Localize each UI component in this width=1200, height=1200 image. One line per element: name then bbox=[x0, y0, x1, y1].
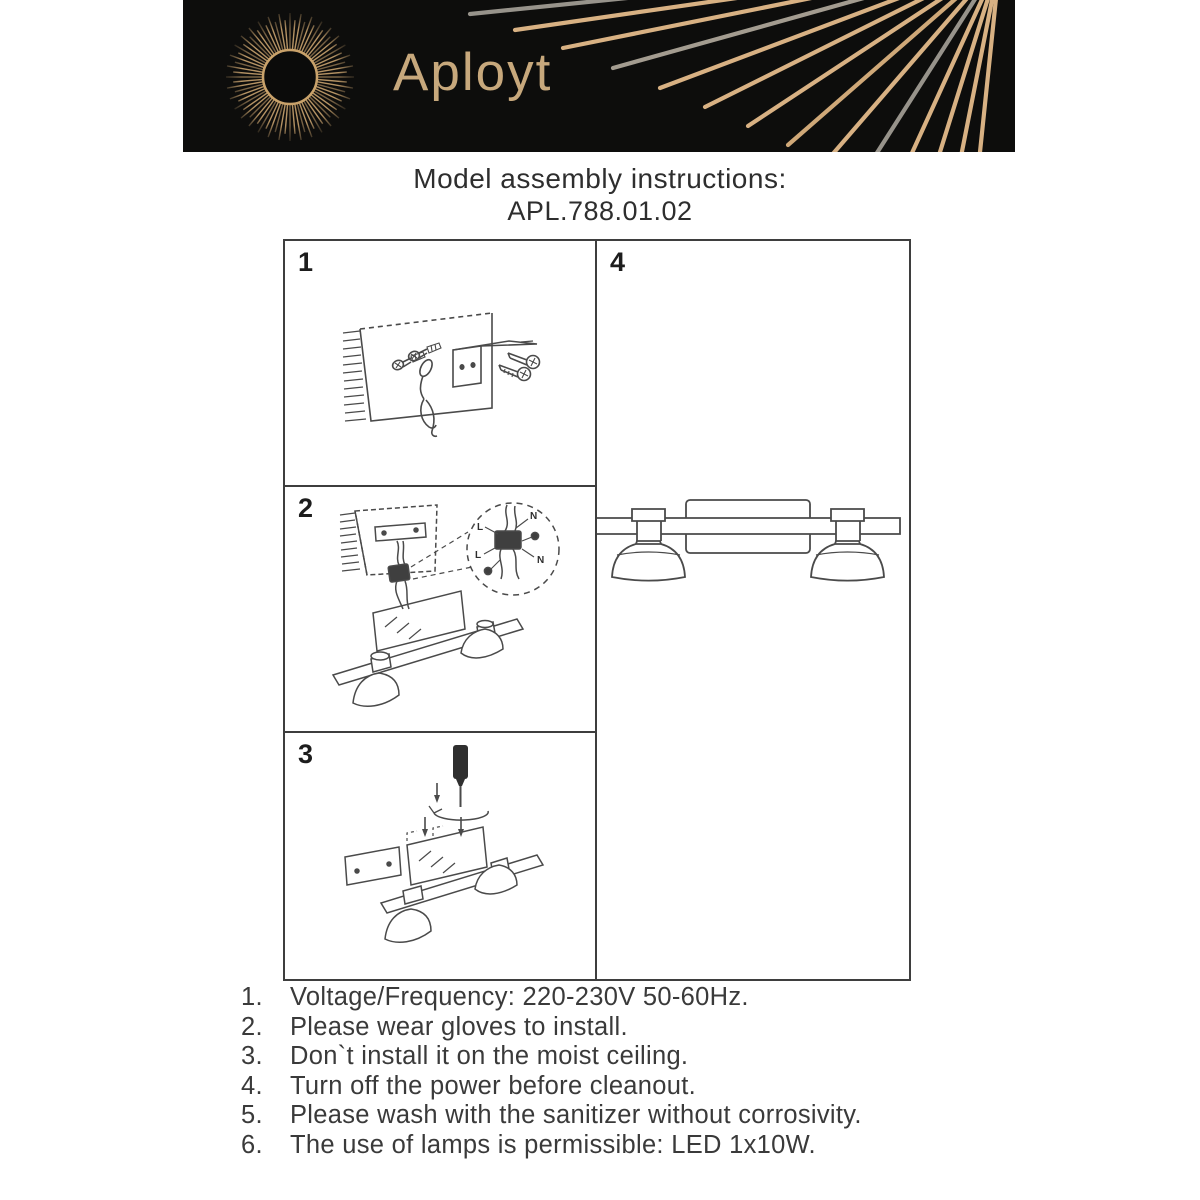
step-panel-1 bbox=[285, 241, 597, 487]
instruction-text: Voltage/Frequency: 220-230V 50-60Hz. bbox=[290, 983, 749, 1011]
instruction-number: 6. bbox=[241, 1130, 263, 1159]
instruction-item bbox=[241, 1072, 862, 1102]
step-number: 4 bbox=[610, 247, 626, 277]
step-number: 2 bbox=[298, 493, 314, 523]
step-panel-3 bbox=[285, 733, 597, 979]
assembly-steps-grid bbox=[283, 239, 911, 981]
instruction-item bbox=[241, 1042, 862, 1072]
sunburst-fade-overlay bbox=[224, 11, 356, 143]
step-4-drawing bbox=[597, 241, 909, 979]
instruction-text: The use of lamps is permissible: LED 1x10W. bbox=[290, 1130, 816, 1159]
step-number: 3 bbox=[298, 739, 314, 769]
instruction-text: Don`t install it on the moist ceiling. bbox=[290, 1042, 689, 1071]
step-panel-2 bbox=[285, 487, 597, 733]
instruction-number: 2. bbox=[241, 1012, 263, 1041]
instruction-item bbox=[241, 1131, 862, 1161]
step-3-drawing bbox=[285, 733, 595, 977]
wire-label-neutral-right: N bbox=[537, 555, 545, 566]
step-panel-4 bbox=[597, 241, 909, 979]
instruction-text: Please wear gloves to install. bbox=[290, 1012, 628, 1041]
wire-label-neutral-top: N bbox=[530, 511, 538, 522]
wire-label-live-top: L bbox=[477, 522, 484, 533]
instruction-number: 4. bbox=[241, 1071, 263, 1100]
wire-label-live-mid: L bbox=[475, 550, 482, 561]
instructions-list bbox=[241, 983, 862, 1161]
instruction-item bbox=[241, 983, 862, 1013]
step-1-drawing bbox=[285, 241, 595, 483]
step-number: 1 bbox=[298, 247, 314, 277]
step-2-drawing bbox=[285, 487, 595, 729]
brand-banner bbox=[183, 0, 1015, 152]
instruction-number: 3. bbox=[241, 1042, 263, 1071]
instruction-number: 5. bbox=[241, 1101, 263, 1130]
corner-rays-decoration bbox=[455, 0, 1015, 152]
instruction-number: 1. bbox=[241, 983, 263, 1011]
instruction-item bbox=[241, 1013, 862, 1043]
instruction-text: Please wash with the sanitizer without corrosivity. bbox=[290, 1101, 862, 1130]
sunburst-logo-icon bbox=[224, 11, 356, 143]
instruction-item bbox=[241, 1101, 862, 1131]
instruction-text: Turn off the power before cleanout. bbox=[290, 1071, 696, 1100]
model-number: APL.788.01.02 bbox=[507, 196, 693, 226]
brand-name: Aployt bbox=[393, 43, 553, 102]
page-title: Model assembly instructions: bbox=[413, 163, 787, 194]
